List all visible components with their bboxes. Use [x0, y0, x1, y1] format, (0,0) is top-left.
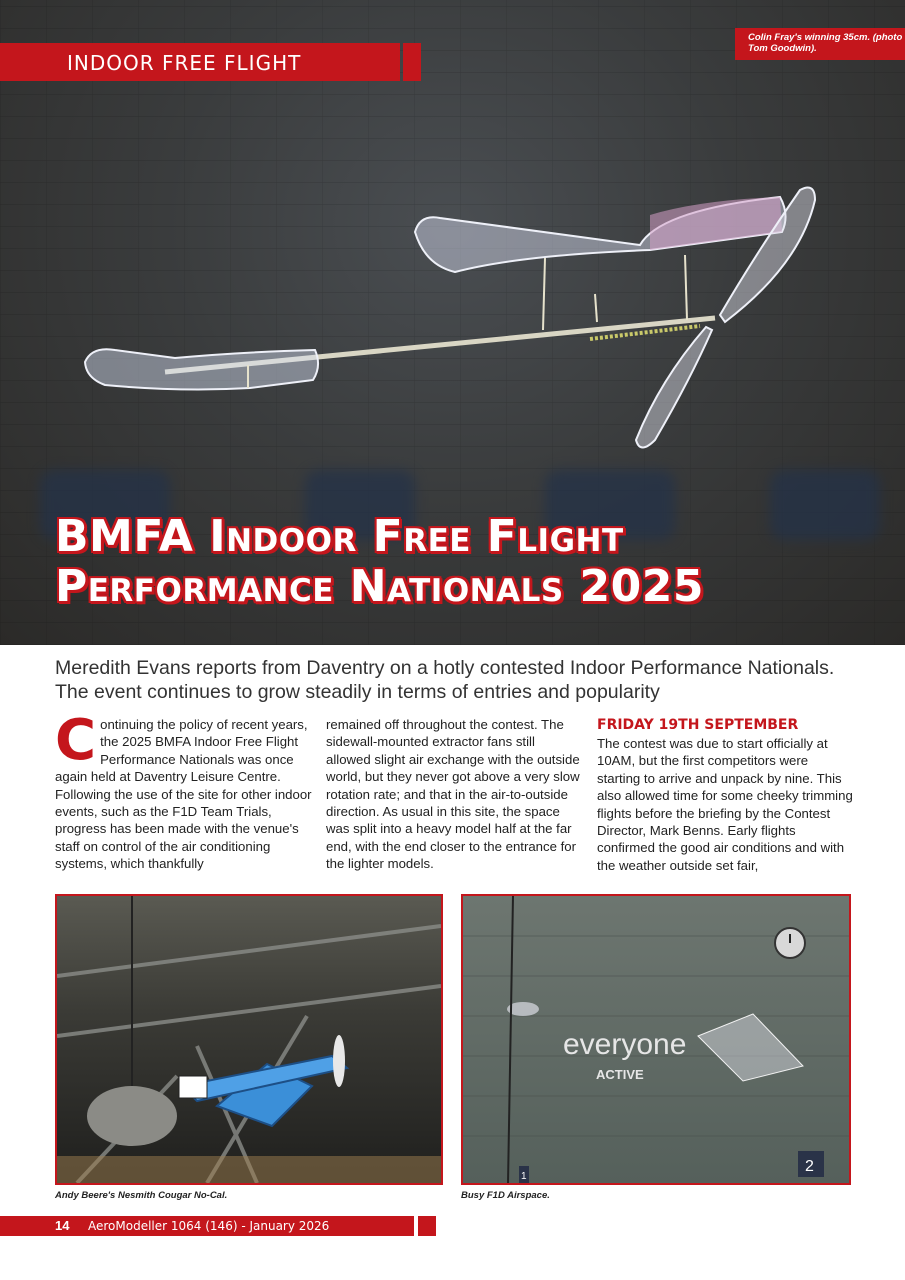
- model-wing-post: [595, 294, 597, 322]
- section-subheading: FRIDAY 19TH SEPTEMBER: [597, 717, 799, 733]
- section-tag: [0, 43, 400, 81]
- article-headline: [55, 512, 704, 612]
- body-paragraph: ontinuing the policy of recent years, the 2025 BMFA Indoor Free Flight Performance Nationals was once again held at Daventry Leisure Centre. Following the use of the site for other indoor events, such as the F1D Team Trials, progress has been made with the venue's staff on control of the air conditioning systems, which thankfully: [55, 717, 312, 872]
- hero-photo-credit: Colin Fray's winning 35cm. (photo Tom Goodwin).: [735, 28, 905, 60]
- page-number: 14: [55, 1218, 70, 1233]
- model-propeller-lower: [636, 327, 712, 448]
- model-tailplane: [85, 349, 318, 389]
- photo-left-caption: Andy Beere's Nesmith Cougar No-Cal.: [55, 1190, 228, 1201]
- body-paragraph: remained off throughout the contest. The sidewall-mounted extractor fans still allowed slight air exchange with the outside world, but they never got above a very slow rotation rate; and that in the air-to-outside direction. As usual in this site, the space was split into a heavy model half at the far end, with the end closer to the entrance for the lighter models.: [326, 717, 580, 872]
- body-column-1: [55, 708, 312, 873]
- footer-issue-text: AeroModeller 1064 (146) - January 2026: [88, 1219, 330, 1233]
- photo-right-caption: Busy F1D Airspace.: [461, 1190, 550, 1201]
- body-column-3: [597, 716, 854, 874]
- photo-nocal-model: [55, 894, 443, 1185]
- nocal-propeller: [333, 1035, 345, 1087]
- post-number: 1: [521, 1171, 527, 1182]
- footer-end-block: [418, 1216, 436, 1236]
- body-paragraph: The contest was due to start officially at 10AM, but the first competitors were starting to arrive and unpack by nine. This also allowed time for some cheeky trimming flights before the briefing by the Contest Director, Mark Benns. Early flights confirmed the good air conditions and with the weather outside set fair,: [597, 736, 853, 873]
- drop-cap: C: [55, 708, 97, 773]
- section-tag-label: INDOOR FREE FLIGHT: [67, 51, 302, 75]
- door-number: 2: [805, 1158, 814, 1175]
- photo-f1d-airspace: [461, 894, 851, 1185]
- f1d-model-wing: [698, 1014, 803, 1081]
- f1d-airspace-illustration: [463, 896, 849, 1183]
- nocal-checkered-tail: [179, 1076, 207, 1098]
- page-footer: [0, 1216, 414, 1236]
- headline-line-1: BMFA Indoor Free Flight: [55, 511, 624, 562]
- headline-line-2: Performance Nationals 2025: [55, 561, 704, 612]
- ceiling-lamp: [87, 1086, 177, 1146]
- article-standfirst: Meredith Evans reports from Daventry on a hotly contested Indoor Performance Nationals. The event continues to grow steadily in terms of entries and popularity: [55, 657, 835, 703]
- nocal-photo-illustration: [57, 896, 441, 1183]
- wall-sign-line-2: ACTIVE: [596, 1067, 644, 1082]
- body-column-2: [326, 716, 583, 873]
- model-wing-tint: [650, 197, 782, 250]
- wall-sign-line-1: everyone: [563, 1028, 687, 1061]
- model-wing-post: [685, 255, 687, 320]
- section-tag-end-block: [403, 43, 421, 81]
- model-wing-post: [543, 258, 545, 330]
